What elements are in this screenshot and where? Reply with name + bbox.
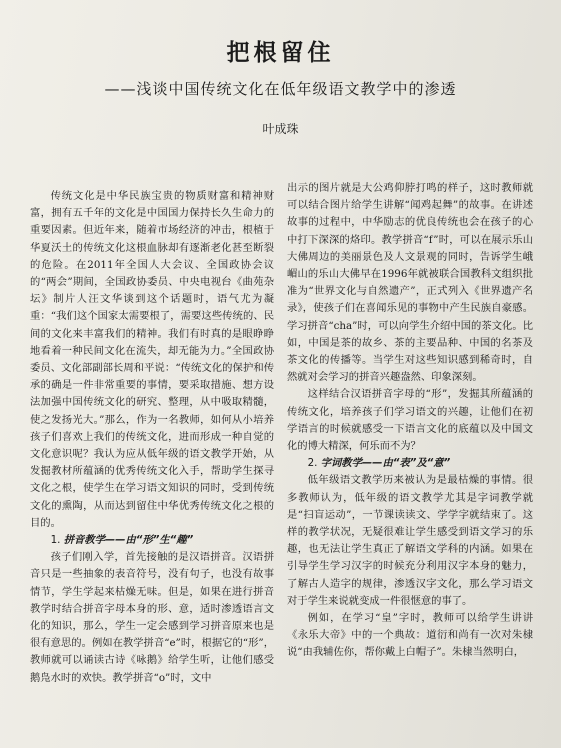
section-heading-2	[287, 455, 533, 472]
right-paragraph-3: 低年级语文教学历来被认为是最枯燥的事情。很多教师认为，低年级的语文教学尤其是字词教学就是“扫盲运动”，一节课读读文、学学字就结束了。这样的教学状况，无疑很难让学生感受到语文学习的乐趣，也无法让学生真正了解语文学科的内涵。如果在引导学生学习汉字的时候充分利用汉字本身的魅力，了解古人造字的规律，渗透汉字文化，那么学习语文对于学生来说就变成一件很惬意的事了。	[287, 474, 533, 607]
section-heading-2-number: 2.	[307, 457, 321, 470]
right-paragraph-4: 例如，在学习“皇”字时，教师可以给学生讲讲《永乐大帝》中的一个典故：道衍和尚有一次对朱棣说“由我辅佐你，帮你戴上白帽子”。朱棣当然明白，	[287, 612, 533, 659]
right-paragraph-2: 这样结合汉语拼音字母的“形”，发掘其所蕴涵的传统文化，培养孩子们学习语文的兴趣，让他们在初学语言的时候就感受一下语言文化的底蕴以及中国文化的博大精深，何乐而不为？	[287, 388, 533, 453]
section-heading-1-text: 拼音教学——由“形”生“趣”	[63, 534, 194, 547]
left-paragraph-1: 传统文化是中华民族宝贵的物质财富和精神财富，拥有五千年的文化是中国国力保持长久生命力的重要因素。但近年来，随着市场经济的冲击，根植于华夏沃土的传统文化这根血脉却有逐渐老化甚至断裂的危险。在2011年全国人大会议、全国政协会议的“两会”期间，全国政协委员、中央电视台《曲苑杂坛》制片人汪文华谈到这个话题时，语气尤为凝重：“我们这个国家太需要根了，需要这些传统的、民间的文化来丰富我们的精神。我们有时真的是眼睁睁地看着一种民间文化在流失，却无能为力。”全国政协委员、文化部副部长周和平说：“传统文化的保护和传承的确是一件非常重要的事情，要采取措施、想方设法加强中国传统文化的研究、整理，从中吸取精髓，使之发扬光大。”那么，作为一名教师，如何从小培养孩子们喜欢上我们的传统文化，进而形成一种自觉的文化意识呢？我认为应从低年级的语文教学开始，从发掘教材所蕴涵的优秀传统文化入手，帮助学生探寻文化之根，使学生在学习语文知识的同时，受到传统文化的熏陶，从而达到留住中华优秀传统文化之根的目的。	[30, 190, 274, 529]
left-paragraph-2: 孩子们刚入学，首先接触的是汉语拼音。汉语拼音只是一些抽象的表音符号，没有句子，也没有故事情节，学生学起来枯燥无味。但是，如果在进行拼音教学时结合拼音字母本身的形、意，适时渗透语言文化的知识，那么，学生一定会感到学习拼音原来也是很有意思的。例如在教学拼音“e”时，根据它的“形”，教师就可以诵读古诗《咏鹅》给学生听，让他们感受鹅凫水时的欢快。教学拼音“o”时，文中	[30, 551, 274, 684]
left-column	[30, 188, 274, 687]
right-column	[287, 180, 533, 662]
right-paragraph-1: 出示的图片就是大公鸡仰脖打鸣的样子，这时教师就可以结合图片给学生讲解“闻鸡起舞”的故事。在讲述故事的过程中，中华励志的优良传统也会在孩子的心中打下深深的烙印。教学拼音“f”时，可以在展示乐山大佛周边的美丽景色及人文景观的同时，告诉学生峨嵋山的乐山大佛早在1996年就被联合国教科文组织批准为“世界文化与自然遗产”，正式列入《世界遗产名录》，使孩子们在喜闻乐见的事物中产生民族自豪感。学习拼音“cha”时，可以向学生介绍中国的茶文化。比如，中国是茶的故乡、茶的主要品种、中国的名茶及茶文化的传播等。当学生对这些知识感到稀奇时，自然就对会学习的拼音兴趣盎然、印象深刻。	[287, 182, 533, 384]
article-author: 叶成珠	[262, 122, 299, 136]
article-title: 把根留住	[226, 40, 335, 66]
section-heading-2-text: 字词教学——由“表”及“意”	[320, 457, 451, 470]
article-subtitle: ——浅谈中国传统文化在低年级语文教学中的渗透	[104, 80, 457, 98]
section-heading-1	[30, 532, 274, 549]
section-heading-1-number: 1.	[50, 534, 64, 547]
